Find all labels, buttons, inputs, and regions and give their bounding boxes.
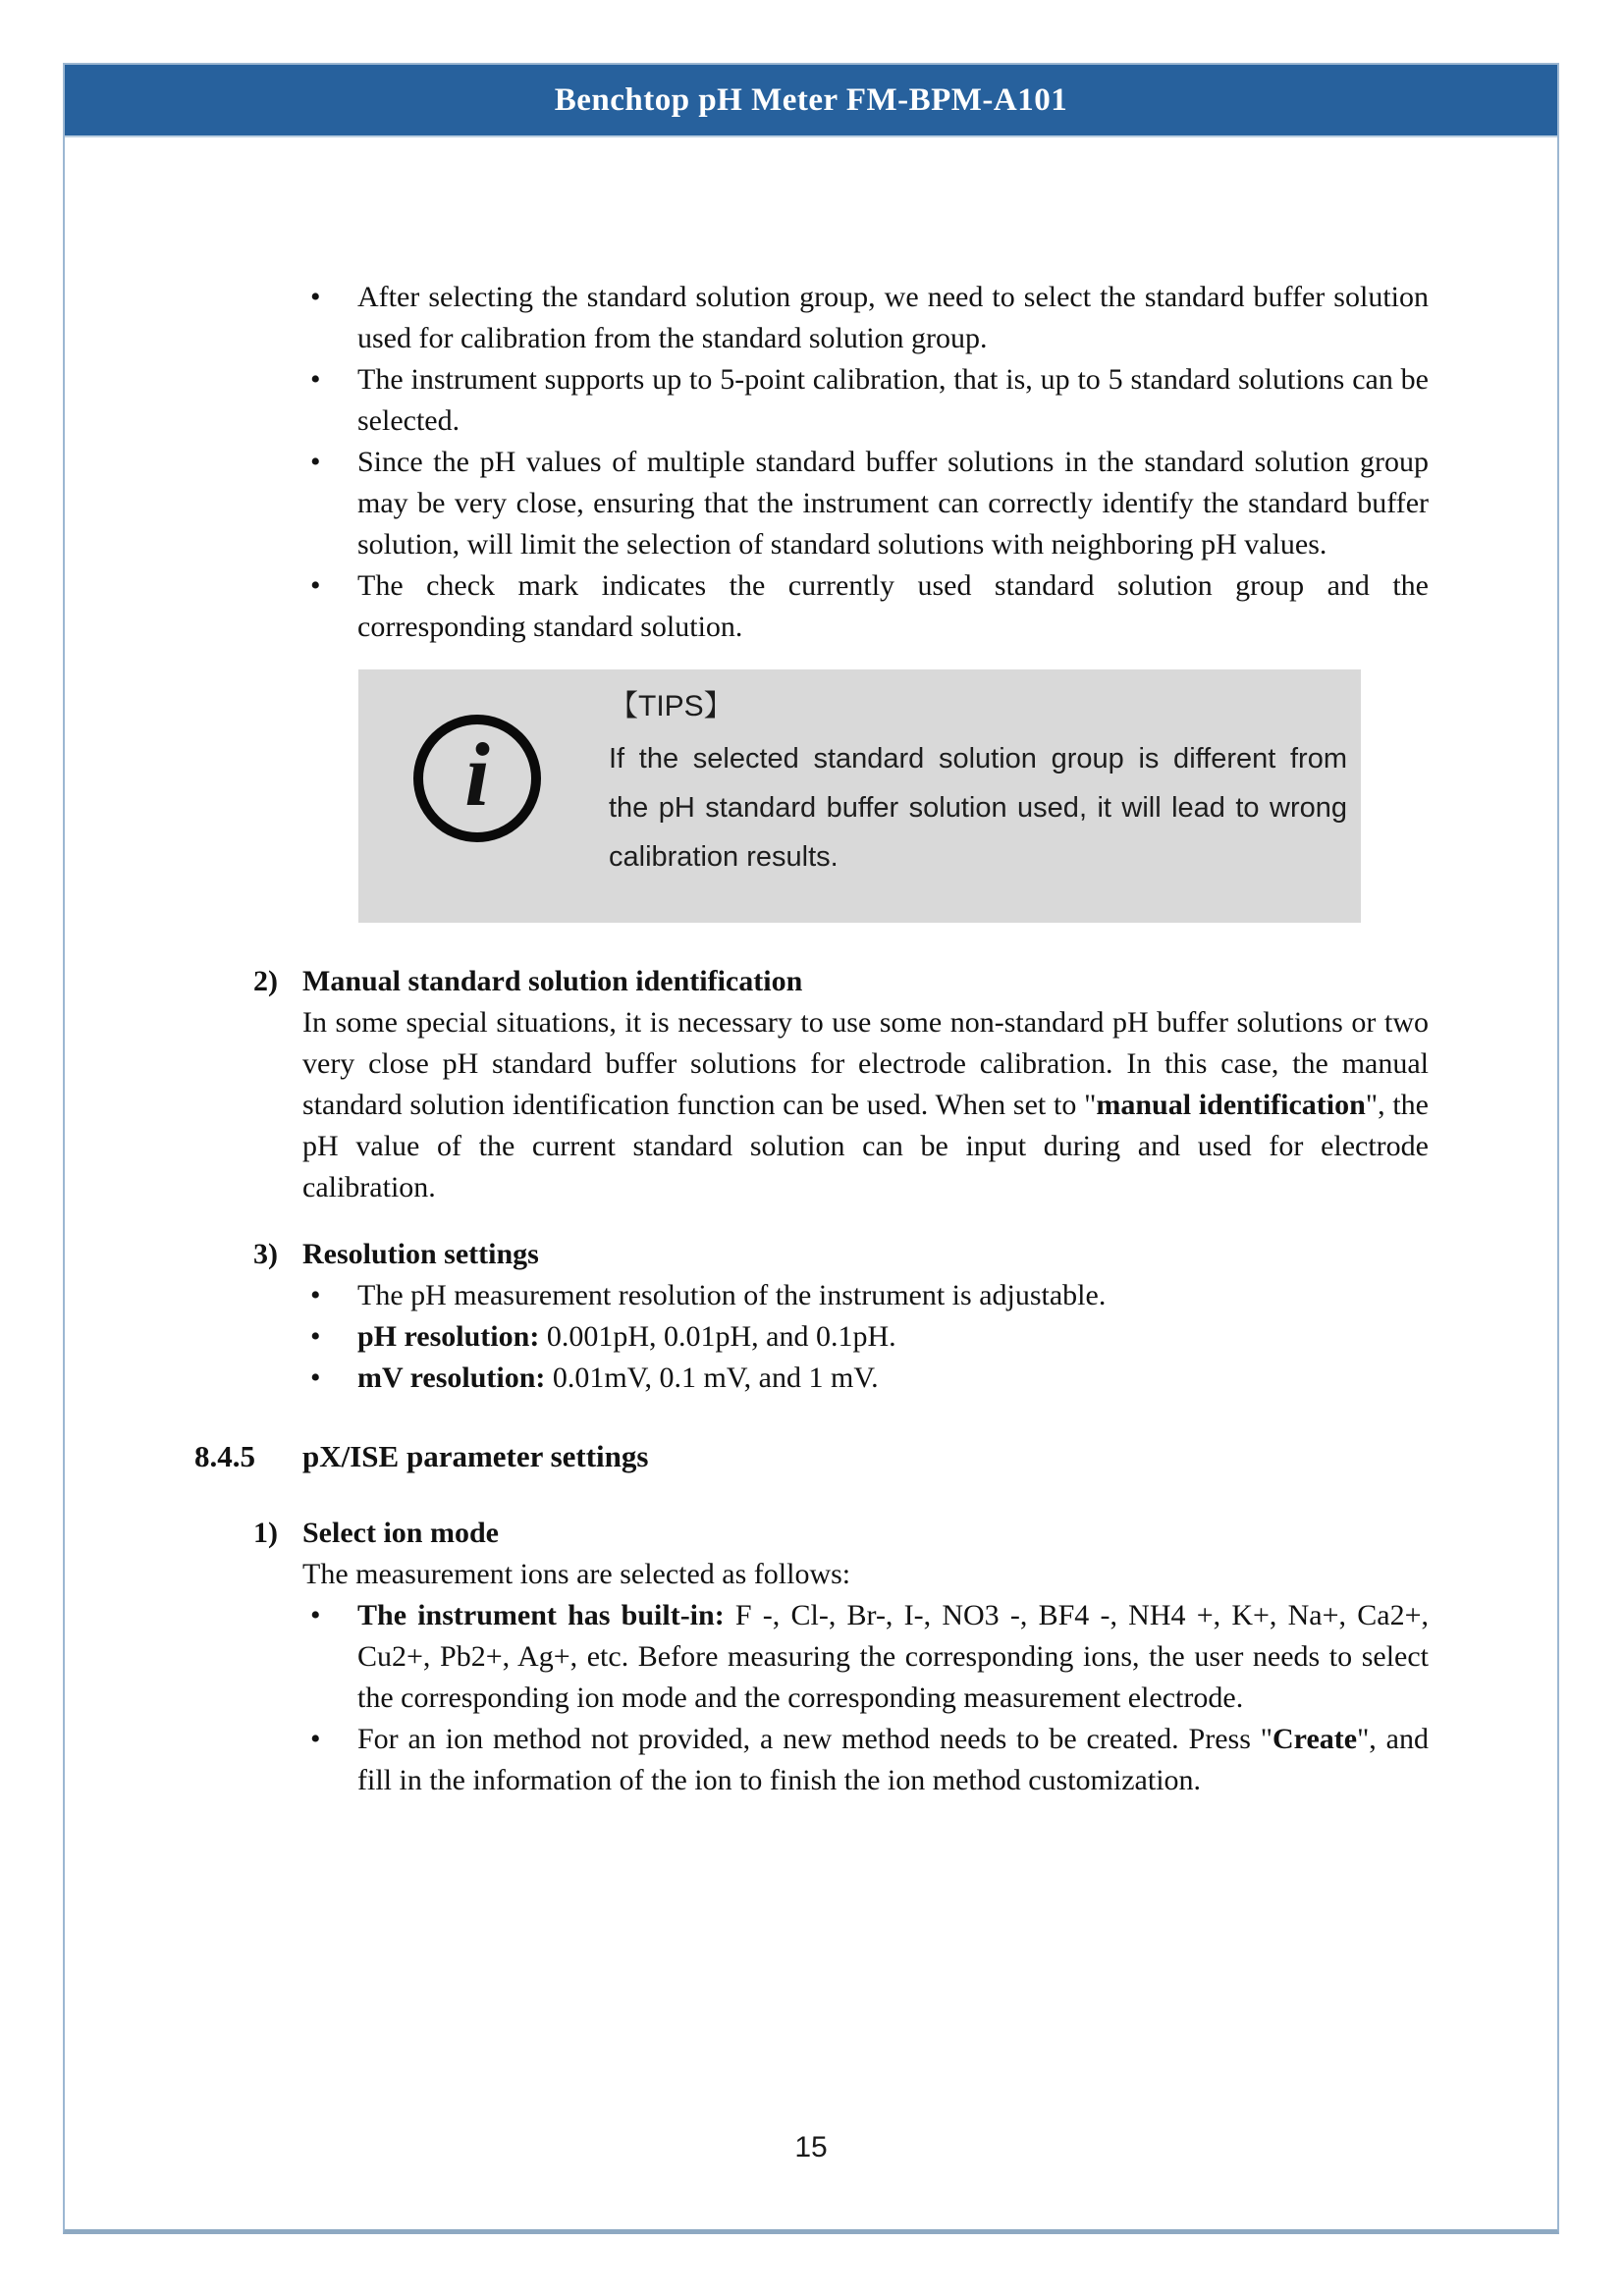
section-heading: [253, 961, 1429, 1002]
section-number: 3): [253, 1238, 278, 1270]
tips-box: [358, 669, 1361, 923]
page-content: [65, 277, 1557, 1801]
list-item: [302, 1275, 1429, 1316]
section-heading: [253, 1513, 1429, 1554]
list-item: • The check mark indicates the currently used standard solution group and the corresponding standard solution.: [302, 565, 1429, 648]
list-item: • Since the pH values of multiple standard buffer solutions in the standard solution group may be very close, ensuring that the instrument can correctly identify the standard buffer solution, will limit the selection of standard solutions with neighboring pH values.: [302, 442, 1429, 565]
list-item-text: F -, Cl-, Br-, I-, NO3 -, BF4 -, NH4 +, K+, Na+, Ca2+, Cu2+, Pb2+, Ag+, etc. Before measuring the corresponding ions, the user needs to select the corresponding ion mode and the corresponding measurement electrode.: [357, 1599, 1429, 1714]
list-item-bold-label: mV resolution:: [357, 1362, 546, 1394]
tips-text: [609, 669, 1361, 923]
section-title: pX/ISE parameter settings: [302, 1439, 649, 1473]
list-item: [302, 1358, 1429, 1399]
section-number: 8.4.5: [194, 1439, 255, 1473]
list-item: • The instrument supports up to 5-point calibration, that is, up to 5 standard solutions can be selected.: [302, 359, 1429, 442]
section-title: Select ion mode: [302, 1517, 499, 1549]
list-item-bold-label: The instrument has built-in:: [357, 1599, 725, 1631]
tips-line: the pH standard buffer solution used, it will lead to wrong: [609, 792, 1347, 824]
section-paragraph: [302, 1002, 1429, 1208]
list-item: [302, 1595, 1429, 1719]
resolution-bullet-list: [302, 1275, 1429, 1399]
list-item: • After selecting the standard solution group, we need to select the standard buffer solution used for calibration from the standard solution group.: [302, 277, 1429, 359]
document-title: Benchtop pH Meter FM-BPM-A101: [554, 81, 1068, 118]
intro-bullet-list: [302, 277, 1429, 648]
list-item: [302, 1719, 1429, 1801]
tips-line: calibration results.: [609, 841, 839, 873]
list-item-text: ", and fill in the information of the ion to finish the ion method customization.: [357, 1723, 1430, 1796]
tips-title: 【TIPS】: [609, 690, 733, 722]
section-title: Resolution settings: [302, 1238, 539, 1270]
ion-bullet-list: [302, 1595, 1429, 1801]
section-select-ion-mode: [253, 1513, 1430, 1801]
tips-line: If the selected standard solution group is different from: [609, 743, 1347, 774]
list-item-text: 0.001pH, 0.01pH, and 0.1pH.: [539, 1320, 896, 1353]
list-item-text: For an ion method not provided, a new method needs to be created. Press ": [357, 1723, 1272, 1755]
list-item-text: 0.01mV, 0.1 mV, and 1 mV.: [545, 1362, 879, 1394]
info-icon-glyph: i: [464, 724, 490, 825]
page-sheet: [63, 63, 1559, 2234]
page-number: 15: [794, 2131, 828, 2163]
paragraph-text: In some special situations, it is necessary to use some non-standard pH buffer solutions or two very close pH standard buffer solutions for electrode calibration. In this case, the manual standard solution identification function can be used. When set to ": [302, 1006, 1429, 1121]
section-number: 1): [253, 1517, 278, 1549]
section-manual-identification: [253, 961, 1429, 1208]
section-resolution-settings: [253, 1234, 1429, 1399]
section-845-heading: [194, 1436, 1429, 1477]
document-header-bar: [65, 65, 1557, 137]
list-item-bold-label: Create: [1272, 1723, 1358, 1755]
tips-icon-column: [358, 669, 609, 923]
info-icon: [413, 715, 541, 842]
section-number: 2): [253, 965, 278, 997]
paragraph-text: ", the pH value of the current standard solution can be input during and used for electrode calibration.: [302, 1089, 1429, 1203]
section-heading: [253, 1234, 1429, 1275]
section-intro-text: The measurement ions are selected as follows:: [302, 1558, 851, 1590]
list-item-text: The pH measurement resolution of the instrument is adjustable.: [357, 1279, 1107, 1311]
list-item-bold-label: pH resolution:: [357, 1320, 540, 1353]
section-title: Manual standard solution identification: [302, 965, 803, 997]
paragraph-bold-text: manual identification: [1096, 1089, 1366, 1121]
list-item: [302, 1316, 1429, 1358]
